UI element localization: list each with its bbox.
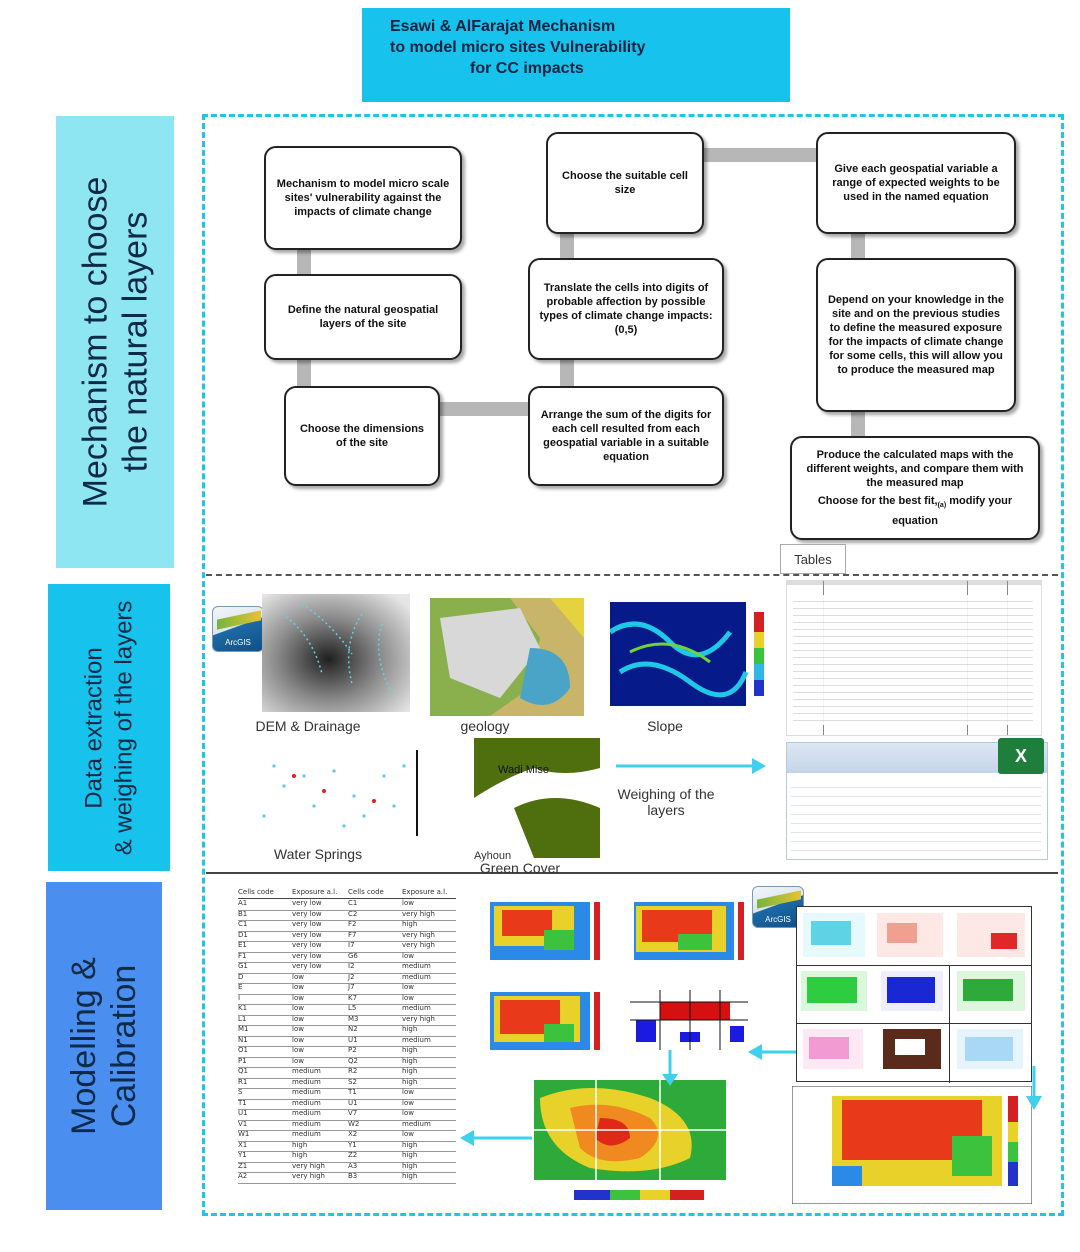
table-cell: high xyxy=(292,1151,308,1159)
section2-line1: Data extraction xyxy=(80,646,107,809)
table-cell: W2 xyxy=(348,1119,360,1128)
flow-box-calculated-maps xyxy=(790,436,1040,540)
table-cell: low xyxy=(292,993,304,1002)
connector-3-4 xyxy=(438,402,530,416)
table-cell: S xyxy=(238,1088,243,1096)
geology-label: geology xyxy=(460,718,510,734)
table-cell: high xyxy=(402,920,418,928)
arcgis-logo-text: ArcGIS xyxy=(225,638,251,647)
table-cell: medium xyxy=(292,1109,321,1117)
table-cell: J7 xyxy=(348,983,355,991)
table-cell: low xyxy=(402,1098,414,1107)
table-header-cell: Exposure a.l. xyxy=(292,888,338,896)
table-cell: Q2 xyxy=(348,1056,358,1065)
table-cell: low xyxy=(292,972,304,981)
table-cell: J2 xyxy=(348,972,355,981)
table-cell: low xyxy=(292,1014,304,1023)
table-cell: B3 xyxy=(348,1172,358,1180)
heatmap-thumb-2 xyxy=(628,900,746,970)
connector-5-6 xyxy=(560,232,574,260)
table-cell: high xyxy=(402,1046,418,1054)
table-cell: high xyxy=(402,1172,418,1180)
table-cell: medium xyxy=(292,1119,321,1128)
table-cell: Z1 xyxy=(238,1161,248,1170)
table-cell: V7 xyxy=(348,1109,358,1117)
table-cell: Z2 xyxy=(348,1151,358,1159)
water-springs-label: Water Springs xyxy=(273,846,363,862)
table-cell: F7 xyxy=(348,930,357,939)
table-cell: G1 xyxy=(238,962,248,970)
table-header-cell: Cells code xyxy=(348,888,384,896)
water-springs-map xyxy=(244,746,424,842)
table-cell: I xyxy=(238,993,241,1002)
table-cell: medium xyxy=(402,1035,431,1044)
flow-box-calculated-text: Produce the calculated maps with the different weights, and compare them with the measured map xyxy=(806,449,1024,490)
table-cell: N1 xyxy=(238,1035,248,1044)
green-cover-label-1: Ayhoun xyxy=(474,850,512,862)
section-label-natural-layers xyxy=(56,116,174,568)
table-cell: Y1 xyxy=(348,1140,357,1149)
table-cell: high xyxy=(402,1140,418,1149)
tables-image xyxy=(786,580,1042,736)
table-cell: very low xyxy=(292,951,322,960)
table-cell: C1 xyxy=(238,920,248,928)
section1-line2: the natural layers xyxy=(116,211,155,473)
table-cell: very high xyxy=(402,909,435,918)
weighing-label: Weighing of the layers xyxy=(617,786,715,818)
geology-map xyxy=(430,598,584,716)
table-cell: U1 xyxy=(348,1098,358,1107)
table-cell: Q1 xyxy=(238,1067,248,1075)
excel-icon-letter: X xyxy=(1014,745,1027,766)
excel-icon xyxy=(998,738,1044,774)
dem-label: DEM & Drainage xyxy=(255,718,361,734)
table-cell: very high xyxy=(402,1014,435,1023)
table-cell: medium xyxy=(402,962,431,970)
table-cell: S2 xyxy=(348,1077,357,1086)
table-cell: A3 xyxy=(348,1161,358,1170)
arrows-modelling xyxy=(460,1030,1060,1160)
table-cell: low xyxy=(402,983,414,991)
table-cell: G6 xyxy=(348,951,358,960)
table-cell: I7 xyxy=(348,941,355,949)
flow-box-define-layers: Define the natural geospatial layers of the site xyxy=(264,274,462,360)
table-cell: P2 xyxy=(348,1046,357,1054)
table-cell: medium xyxy=(292,1067,321,1075)
section2-line2: & weighing of the layers xyxy=(110,600,137,855)
table-cell: medium xyxy=(292,1088,321,1096)
table-cell: medium xyxy=(402,1119,431,1128)
connector-4-5 xyxy=(560,358,574,388)
table-cell: very low xyxy=(292,920,322,928)
table-cell: high xyxy=(402,1151,418,1159)
section-label-modelling xyxy=(46,882,162,1210)
flow-box-cell-size: Choose the suitable cell size xyxy=(546,132,704,234)
flow-box-mechanism: Mechanism to model micro scale sites' vulnerability against the impacts of climate change xyxy=(264,146,462,250)
table-cell: high xyxy=(402,1067,418,1075)
flow-box-measured-map: Depend on your knowledge in the site and on the previous studies to define the measured exposure for the impacts of climate change for some cells, this will allow you to produce the measured map xyxy=(816,258,1016,412)
table-cell: A1 xyxy=(238,899,248,907)
table-cell: medium xyxy=(292,1098,321,1107)
table-cell: low xyxy=(292,1056,304,1065)
table-cell: M3 xyxy=(348,1014,359,1023)
table-cell: very high xyxy=(292,1161,325,1170)
table-cell: V1 xyxy=(238,1119,248,1128)
table-cell: U1 xyxy=(238,1109,248,1117)
table-cell: K1 xyxy=(238,1004,248,1012)
section3-line2: Calibration xyxy=(105,964,143,1128)
flow-box-best-fit-sub: (a) xyxy=(937,502,947,510)
table-cell: O1 xyxy=(238,1046,248,1054)
title-line-2: to model micro sites Vulnerability xyxy=(390,39,646,56)
table-cell: low xyxy=(292,1035,304,1044)
table-cell: very high xyxy=(402,941,435,949)
table-cell: low xyxy=(402,993,414,1002)
arcgis-logo-small-text: ArcGIS xyxy=(765,915,791,924)
table-cell: high xyxy=(402,1025,418,1033)
flow-box-arrange-sum: Arrange the sum of the digits for each cell resulted from each geospatial variable in a suitable equation xyxy=(528,386,724,486)
table-cell: M1 xyxy=(238,1025,249,1033)
table-cell: medium xyxy=(292,1130,321,1138)
table-cell: W1 xyxy=(238,1130,250,1138)
table-cell: E1 xyxy=(238,941,247,949)
diagram-title xyxy=(362,8,790,102)
table-cell: very low xyxy=(292,941,322,949)
wadi-label: Wadi Mise xyxy=(498,764,549,776)
flow-box-dimensions: Choose the dimensions of the site xyxy=(284,386,440,486)
table-cell: L1 xyxy=(238,1014,247,1023)
slope-label: Slope xyxy=(647,718,683,734)
section1-line1: Mechanism to choose xyxy=(76,176,115,508)
table-cell: E xyxy=(238,983,243,991)
table-cell: very low xyxy=(292,899,322,907)
section-label-data-extraction xyxy=(48,584,170,871)
table-cell: K7 xyxy=(348,993,358,1002)
table-cell: low xyxy=(402,1088,414,1096)
table-cell: low xyxy=(292,983,304,991)
table-cell: low xyxy=(402,1130,414,1138)
table-cell: high xyxy=(402,1077,418,1086)
flow-box-modify-text: modify your equation xyxy=(892,495,1013,527)
table-cell: high xyxy=(292,1140,308,1149)
table-cell: X2 xyxy=(348,1130,358,1138)
arrow-to-weighing xyxy=(616,756,766,776)
table-cell: P1 xyxy=(238,1056,247,1065)
title-line-3: for CC impacts xyxy=(470,60,584,77)
flow-box-translate-cells: Translate the cells into digits of probable affection by possible types of climate change impacts: (0,5) xyxy=(528,258,724,360)
table-cell: I2 xyxy=(348,962,355,970)
table-header-cell: Cells code xyxy=(238,888,274,896)
table-cell: very high xyxy=(402,930,435,939)
table-cell: low xyxy=(292,1004,304,1012)
slope-map xyxy=(610,602,770,706)
table-cell: A2 xyxy=(238,1172,248,1180)
flow-box-best-fit-text: Choose for the best fit, xyxy=(817,495,938,508)
table-cell: very high xyxy=(292,1172,325,1180)
table-cell: low xyxy=(402,899,414,907)
table-cell: F1 xyxy=(238,951,247,960)
table-cell: very low xyxy=(292,930,322,939)
table-cell: B1 xyxy=(238,909,248,918)
table-cell: medium xyxy=(402,972,431,981)
table-cell: low xyxy=(292,1025,304,1033)
table-cell: T1 xyxy=(348,1088,357,1096)
table-cell: low xyxy=(292,1046,304,1054)
table-cell: low xyxy=(402,951,414,960)
table-cell: medium xyxy=(402,1004,431,1012)
exposure-table xyxy=(238,888,456,1184)
section-divider-2 xyxy=(206,872,1058,874)
table-cell: L5 xyxy=(348,1004,357,1012)
table-cell: very low xyxy=(292,962,322,970)
table-cell: C1 xyxy=(348,899,358,907)
dem-drainage-map xyxy=(262,594,410,712)
connector-6-7 xyxy=(702,148,820,162)
table-cell: F2 xyxy=(348,920,357,928)
table-row xyxy=(238,1172,456,1184)
table-header-cell: Exposure a.l. xyxy=(402,888,448,896)
section3-line1: Modelling & xyxy=(65,957,103,1135)
connector-7-8 xyxy=(851,232,865,260)
table-cell: X1 xyxy=(238,1140,248,1149)
table-cell: high xyxy=(402,1056,418,1065)
tables-tag: Tables xyxy=(780,544,846,574)
table-cell: R1 xyxy=(238,1077,248,1086)
section-divider-1 xyxy=(206,574,1058,576)
table-cell: C2 xyxy=(348,909,358,918)
table-cell: Y1 xyxy=(238,1151,247,1159)
table-cell: low xyxy=(402,1109,414,1117)
table-cell: very low xyxy=(292,909,322,918)
connector-2-3 xyxy=(297,358,311,388)
arcgis-logo xyxy=(212,606,264,652)
green-cover-map xyxy=(474,738,600,858)
table-cell: D1 xyxy=(238,930,248,939)
heatmap-thumb-1 xyxy=(484,900,602,970)
title-line-1: Esawi & AlFarajat Mechanism xyxy=(390,18,616,35)
connector-1-2 xyxy=(297,248,311,276)
table-cell: medium xyxy=(292,1077,321,1086)
table-cell: T1 xyxy=(238,1098,247,1107)
table-cell: high xyxy=(402,1161,418,1170)
green-cover-label-2: Green Cover xyxy=(479,860,561,876)
table-cell: D xyxy=(238,972,244,981)
flow-box-weights: Give each geospatial variable a range of expected weights to be used in the named equation xyxy=(816,132,1016,234)
table-cell: U1 xyxy=(348,1035,358,1044)
table-cell: R2 xyxy=(348,1067,358,1075)
table-cell: N2 xyxy=(348,1025,358,1033)
